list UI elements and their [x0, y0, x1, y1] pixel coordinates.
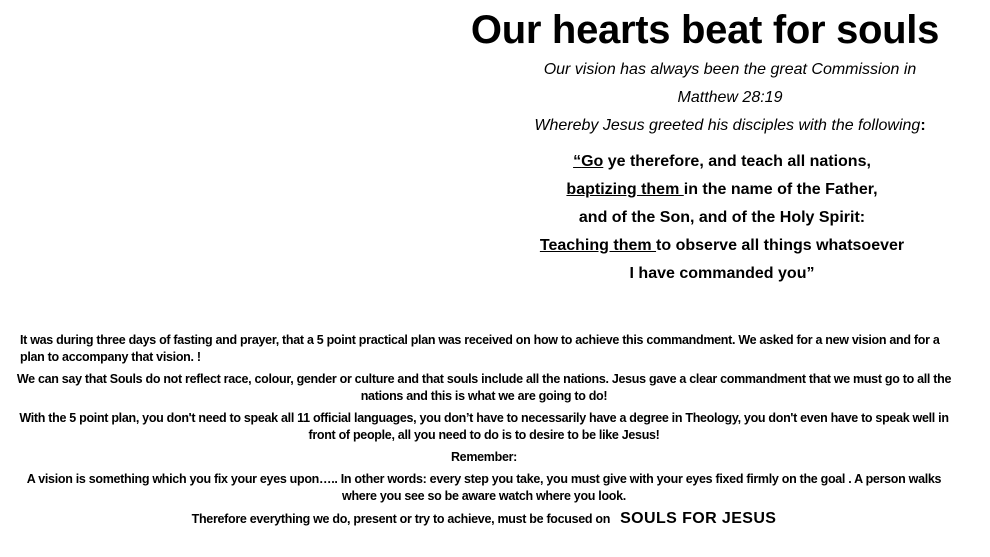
paragraph-fasting: It was during three days of fasting and prayer, that a 5 point practical plan was received on how to achieve this commandment. We asked for a new vision and for a plan to accompany that vision. !	[20, 333, 940, 364]
vision-line-3	[470, 112, 990, 140]
verse-baptizing: baptizing them	[566, 181, 684, 198]
vision-statement	[470, 56, 990, 140]
paragraph-souls: We can say that Souls do not reflect race, colour, gender or culture and that souls include all the nations. Jesus gave a clear commandment that we must go to all the nations and this is what we are going to do!	[16, 372, 952, 403]
verse-line-2	[462, 176, 982, 204]
verse-line-1-rest: ye therefore, and teach all nations,	[603, 153, 871, 170]
vision-line-2: Matthew 28:19	[677, 89, 783, 106]
paragraph-remember: Remember:	[450, 450, 518, 464]
scripture-quote	[462, 148, 982, 288]
verse-line-5: I have commanded you”	[629, 265, 815, 282]
closing-text: Therefore everything we do, present or try to achieve, must be focused on	[191, 512, 611, 526]
verse-quote-mark: “	[573, 153, 582, 170]
souls-for-jesus: SOULS FOR JESUS	[620, 510, 777, 527]
verse-line-4	[462, 232, 982, 260]
vision-line-1: Our vision has always been the great Commission in	[543, 61, 917, 78]
verse-line-3: and of the Son, and of the Holy Spirit:	[578, 209, 866, 226]
paragraph-vision: A vision is something which you fix your eyes upon….. In other words: every step you take, you must give with your eyes fixed firmly on the goal . A person walks where you see so be aware watch where you look.	[26, 472, 942, 503]
vision-line-3-colon: :	[920, 117, 926, 134]
verse-line-2-rest: in the name of the Father,	[683, 181, 878, 198]
vision-line-3-text: Whereby Jesus greeted his disciples with the following	[534, 117, 921, 134]
page-title: Our hearts beat for souls	[470, 8, 940, 52]
verse-go: Go	[581, 153, 604, 170]
body-text	[14, 332, 954, 533]
verse-line-1	[462, 148, 982, 176]
paragraph-five-point-plan: With the 5 point plan, you don't need to speak all 11 official languages, you don’t have to necessarily have a degree in Theology, you don't even have to speak well in front of people, all you need to do is to desire to be like Jesus!	[19, 411, 949, 442]
verse-line-4-rest: to observe all things whatsoever	[656, 237, 905, 254]
closing-line	[14, 510, 954, 528]
verse-teaching: Teaching them	[539, 237, 657, 254]
